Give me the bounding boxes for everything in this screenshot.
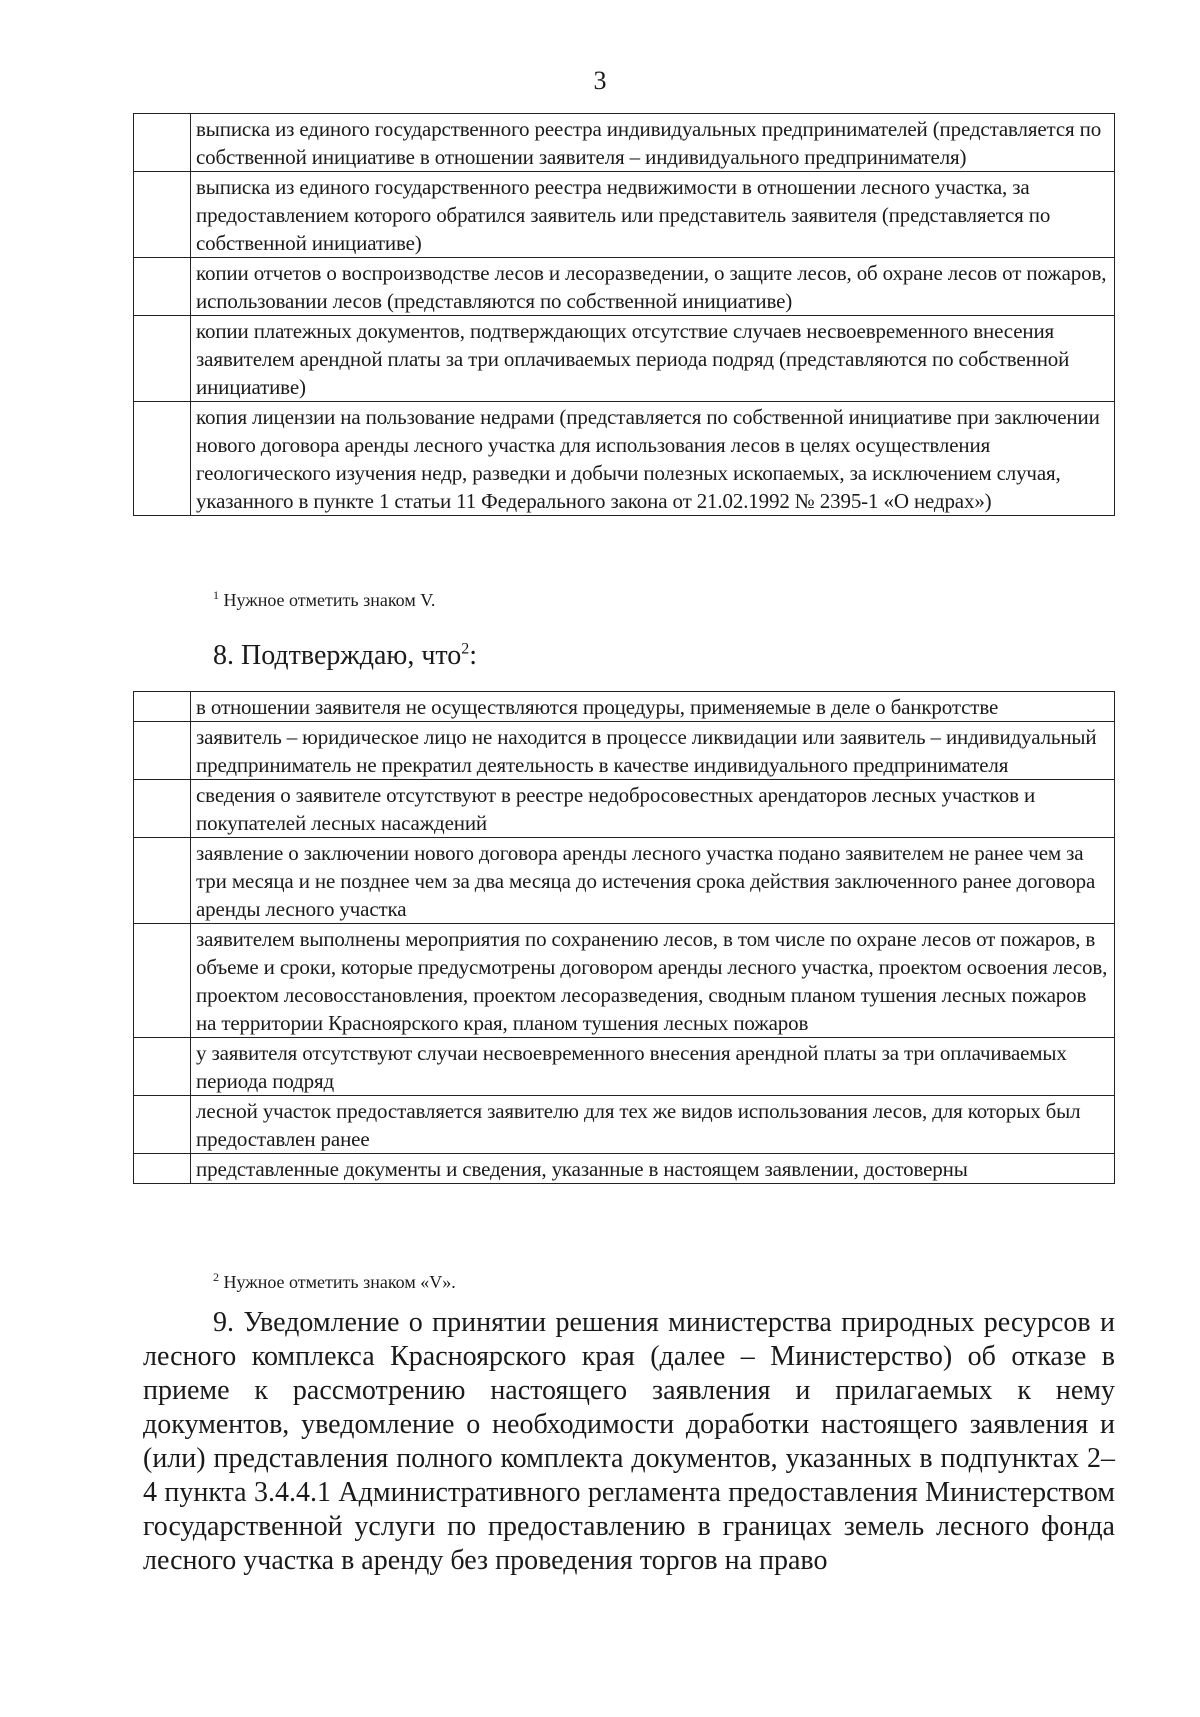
table-row — [134, 722, 1115, 780]
row-text: сведения о заявителе отсутствуют в реестре недобросовестных арендаторов лесных участков и покупателей лесных насаждений — [191, 780, 1115, 838]
row-text: копия лицензии на пользование недрами (представляется по собственной инициативе при заключении нового договора аренды лесного участка для использования лесов в целях осуществления геологического изучения недр, разведки и добычи полезных ископаемых, за исключением случая, указанного в пункте 1 статьи 11 Федерального закона от 21.02.1992 № 2395-1 «О недрах») — [191, 402, 1115, 516]
table-row — [134, 692, 1115, 722]
footnote-text: Нужное отметить знаком V. — [219, 590, 436, 610]
row-text: в отношении заявителя не осуществляются процедуры, применяемые в деле о банкротстве — [191, 692, 1115, 722]
checkbox-cell[interactable] — [134, 924, 191, 1038]
footnote-1 — [213, 588, 435, 611]
table-row — [134, 1038, 1115, 1096]
checkbox-cell[interactable] — [134, 838, 191, 924]
section-8-title: 8. Подтверждаю, что — [213, 640, 462, 671]
checkbox-cell[interactable] — [134, 722, 191, 780]
checkbox-cell[interactable] — [134, 1154, 191, 1184]
section-8-heading — [213, 640, 477, 672]
section-8-colon: : — [469, 640, 478, 671]
row-text: лесной участок предоставляется заявителю для тех же видов использования лесов, для которых был предоставлен ранее — [191, 1096, 1115, 1154]
row-text: выписка из единого государственного реестра недвижимости в отношении лесного участка, за предоставлением которого обратился заявитель или представитель заявителя (представляется по собственной инициативе) — [191, 172, 1115, 258]
row-text: представленные документы и сведения, указанные в настоящем заявлении, достоверны — [191, 1154, 1115, 1184]
row-text: заявителем выполнены мероприятия по сохранению лесов, в том числе по охране лесов от пожаров, в объеме и сроки, которые предусмотрены договором аренды лесного участка, проектом освоения лесов, проектом лесовосстановления, проектом лесоразведения, сводным планом тушения лесных пожаров на территории Красноярского края, планом тушения лесных пожаров — [191, 924, 1115, 1038]
footnote-2 — [213, 1270, 456, 1293]
checkbox-cell[interactable] — [134, 1096, 191, 1154]
table-row — [134, 924, 1115, 1038]
table-row — [134, 172, 1115, 258]
row-text: выписка из единого государственного реестра индивидуальных предпринимателей (представляется по собственной инициативе в отношении заявителя – индивидуального предпринимателя) — [191, 114, 1115, 172]
table-row — [134, 838, 1115, 924]
footnote-marker: 2 — [461, 640, 470, 658]
row-text: копии отчетов о воспроизводстве лесов и лесоразведении, о защите лесов, об охране лесов от пожаров, использовании лесов (представляются по собственной инициативе) — [191, 258, 1115, 316]
row-text: заявление о заключении нового договора аренды лесного участка подано заявителем не ранее чем за три месяца и не позднее чем за два месяца до истечения срока действия заключенного ранее договора аренды лесного участка — [191, 838, 1115, 924]
checkbox-cell[interactable] — [134, 114, 191, 172]
row-text: копии платежных документов, подтверждающих отсутствие случаев несвоевременного внесения заявителем арендной платы за три оплачиваемых периода подряд (представляются по собственной инициативе) — [191, 316, 1115, 402]
table-row — [134, 258, 1115, 316]
section-9-paragraph: 9. Уведомление о принятии решения министерства природных ресурсов и лесного комплекса Красноярского края (далее – Министерство) об отказе в приеме к рассмотрению настоящего заявления и прилагаемых к нему документов, уведомление о необходимости доработки настоящего заявления и (или) представления полного комплекта документов, указанных в подпунктах 2–4 пункта 3.4.4.1 Административного регламента предоставления Министерством государственной услуги по предоставлению в границах земель лесного фонда лесного участка в аренду без проведения торгов на право — [143, 1307, 1115, 1576]
checkbox-cell[interactable] — [134, 258, 191, 316]
documents-table — [133, 113, 1115, 516]
checkbox-cell[interactable] — [134, 1038, 191, 1096]
checkbox-cell[interactable] — [134, 402, 191, 516]
row-text: у заявителя отсутствуют случаи несвоевременного внесения арендной платы за три оплачиваемых периода подряд — [191, 1038, 1115, 1096]
table-row — [134, 316, 1115, 402]
row-text: заявитель – юридическое лицо не находится в процессе ликвидации или заявитель – индивидуальный предприниматель не прекратил деятельность в качестве индивидуального предпринимателя — [191, 722, 1115, 780]
checkbox-cell[interactable] — [134, 316, 191, 402]
checkbox-cell[interactable] — [134, 172, 191, 258]
table-row — [134, 402, 1115, 516]
table-row — [134, 780, 1115, 838]
footnote-text: Нужное отметить знаком «V». — [219, 1272, 456, 1292]
table-row — [134, 114, 1115, 172]
checkbox-cell[interactable] — [134, 780, 191, 838]
footnote-marker: 1 — [213, 588, 219, 602]
table-row — [134, 1154, 1115, 1184]
page-number: 3 — [593, 66, 607, 95]
checkbox-cell[interactable] — [134, 692, 191, 722]
footnote-marker: 2 — [213, 1270, 219, 1284]
confirm-table — [133, 691, 1115, 1184]
table-row — [134, 1096, 1115, 1154]
